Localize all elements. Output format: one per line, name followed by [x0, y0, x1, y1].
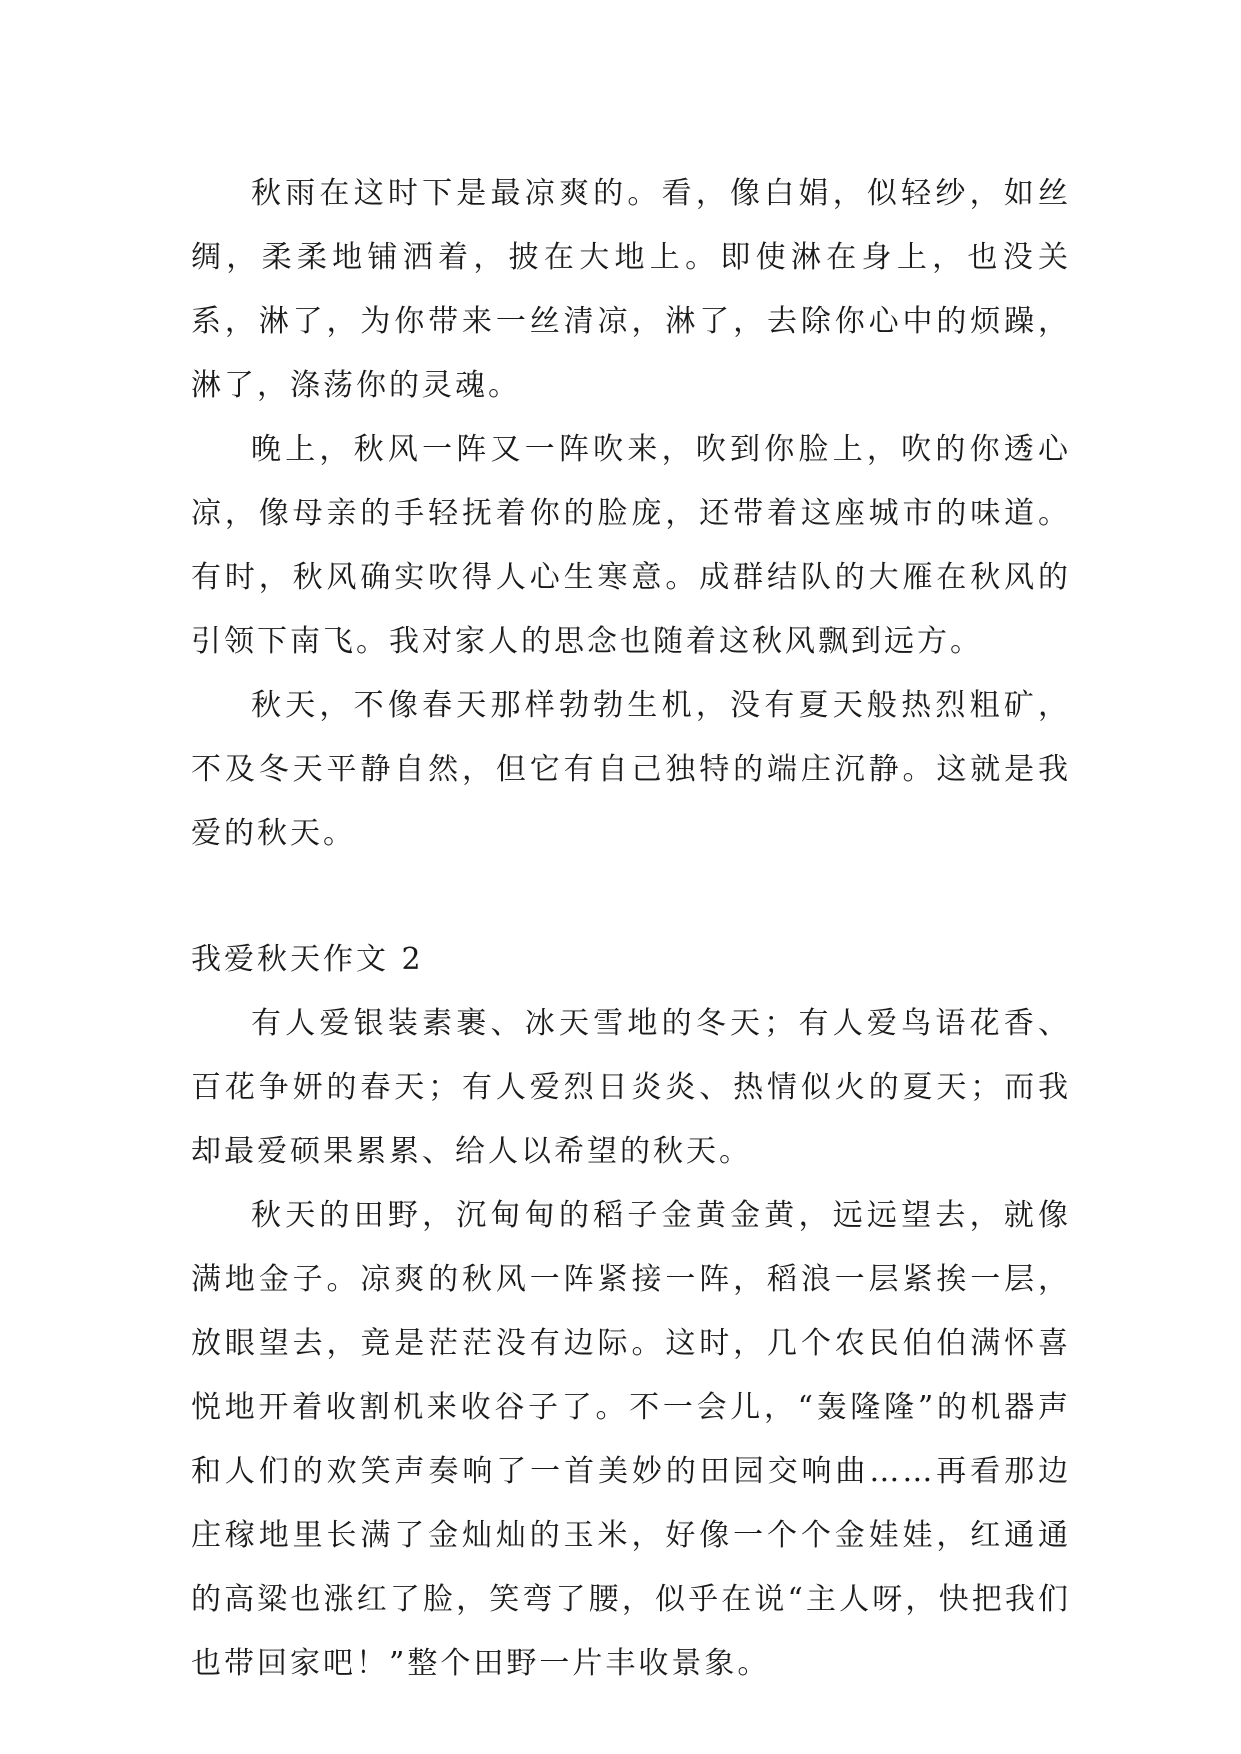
paragraph-autumn-rain: 秋雨在这时下是最凉爽的。看，像白娟，似轻纱，如丝绸，柔柔地铺洒着，披在大地上。即使淋在身上，也没关系，淋了，为你带来一丝清凉，淋了，去除你心中的烦躁，淋了，涤荡你的灵魂。: [191, 176, 1071, 403]
paragraph-autumn-wind: 晚上，秋风一阵又一阵吹来，吹到你脸上，吹的你透心凉，像母亲的手轻抚着你的脸庞，还带着这座城市的味道。有时，秋风确实吹得人心生寒意。成群结队的大雁在秋风的引领下南飞。我对家人的思念也随着这秋风飘到远方。: [191, 432, 1071, 659]
section-spacer: [191, 866, 1071, 928]
document-body: [191, 162, 1071, 1696]
essay-title: 我爱秋天作文 2: [191, 942, 424, 977]
paragraph-autumn-fields: 秋天的田野，沉甸甸的稻子金黄金黄，远远望去，就像满地金子。凉爽的秋风一阵紧接一阵，稻浪一层紧挨一层，放眼望去，竟是茫茫没有边际。这时，几个农民伯伯满怀喜悦地开着收割机来收谷子了。不一会儿，“轰隆隆”的机器声和人们的欢笑声奏响了一首美妙的田园交响曲……再看那边庄稼地里长满了金灿灿的玉米，好像一个个金娃娃，红通通的高粱也涨红了脸，笑弯了腰，似乎在说“主人呀，快把我们也带回家吧！”整个田野一片丰收景象。: [191, 1198, 1071, 1681]
paragraph-autumn-conclusion: 秋天，不像春天那样勃勃生机，没有夏天般热烈粗矿，不及冬天平静自然，但它有自己独特的端庄沉静。这就是我爱的秋天。: [191, 688, 1071, 851]
paragraph-seasons-preference: 有人爱银装素裹、冰天雪地的冬天；有人爱鸟语花香、百花争妍的春天；有人爱烈日炎炎、热情似火的夏天；而我却最爱硕果累累、给人以希望的秋天。: [191, 1006, 1071, 1169]
